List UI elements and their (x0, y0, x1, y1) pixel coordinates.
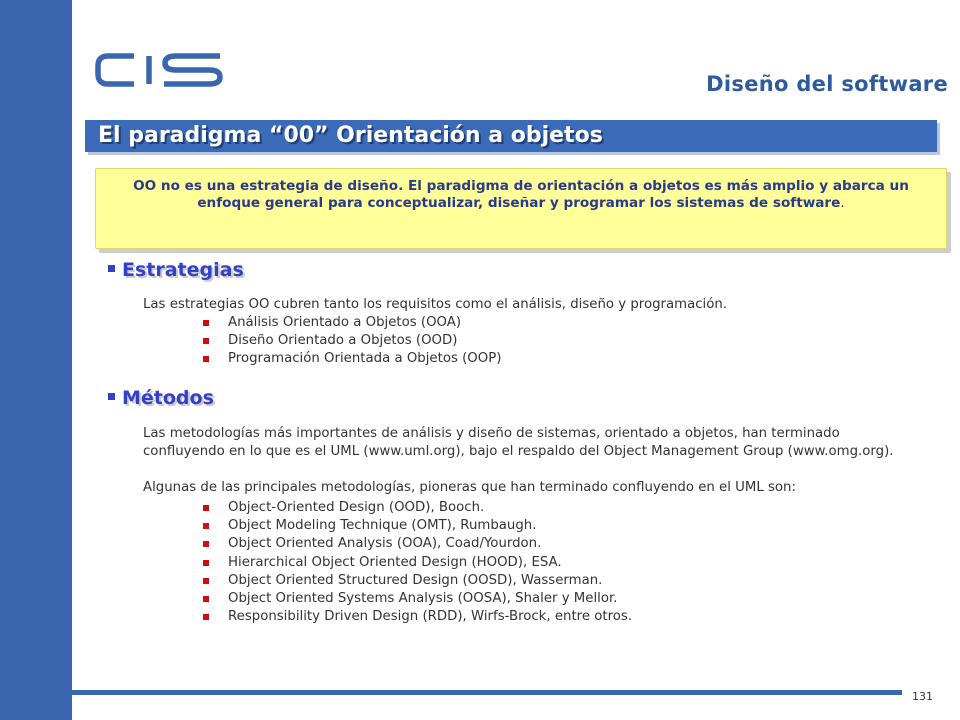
logo-letter-s (164, 56, 220, 84)
heading-metodos (108, 387, 214, 409)
red-bullet-icon (203, 523, 209, 529)
callout-text-end: . (840, 195, 845, 211)
slide-title: El paradigma “00” Orientación a objetos (98, 123, 603, 148)
list-item: Object Oriented Analysis (OOA), Coad/Yourdon. (143, 535, 913, 553)
left-accent-bar (0, 0, 72, 720)
heading-estrategias-label: Estrategias (122, 259, 244, 281)
callout-text (96, 169, 946, 212)
logo-letter-c (98, 56, 134, 84)
list-item: Programación Orientada a Objetos (OOP) (143, 350, 913, 368)
callout-box (95, 168, 947, 249)
estrategias-section (143, 296, 913, 369)
metodos-list (143, 499, 913, 626)
heading-estrategias (108, 259, 244, 281)
list-item: Hierarchical Object Oriented Design (HOOD), ESA. (143, 554, 913, 572)
section-title: Diseño del software (706, 72, 948, 96)
heading-bullet-icon (108, 393, 115, 400)
heading-bullet-icon (108, 265, 115, 272)
red-bullet-icon (203, 320, 209, 326)
metodos-intro: Las metodologías más importantes de análisis y diseño de sistemas, orientado a objetos, han terminado confluyendo en lo que es el UML (www.uml.org), bajo el respaldo del Object Management Group (www.omg.org). (143, 426, 894, 459)
red-bullet-icon (203, 541, 209, 547)
red-bullet-icon (203, 560, 209, 566)
red-bullet-icon (203, 356, 209, 362)
list-item: Object Oriented Structured Design (OOSD), Wasserman. (143, 572, 913, 590)
red-bullet-icon (203, 578, 209, 584)
list-item: Object Modeling Technique (OMT), Rumbaugh. (143, 517, 913, 535)
list-item: Diseño Orientado a Objetos (OOD) (143, 332, 913, 350)
heading-metodos-label: Métodos (122, 387, 214, 409)
list-item: Object Oriented Systems Analysis (OOSA), Shaler y Mellor. (143, 590, 913, 608)
red-bullet-icon (203, 596, 209, 602)
red-bullet-icon (203, 338, 209, 344)
estrategias-list (143, 314, 913, 369)
cis-logo (94, 52, 224, 88)
metodos-second: Algunas de las principales metodologías, pioneras que han terminado confluyendo en el UML son: (143, 480, 796, 495)
red-bullet-icon (203, 505, 209, 511)
list-item: Object-Oriented Design (OOD), Booch. (143, 499, 913, 517)
list-item: Responsibility Driven Design (RDD), Wirfs-Brock, entre otros. (143, 608, 913, 626)
slide-title-bar (85, 120, 937, 152)
page-number: 131 (912, 690, 933, 703)
red-bullet-icon (203, 614, 209, 620)
footer-rule (72, 690, 902, 695)
list-item: Análisis Orientado a Objetos (OOA) (143, 314, 913, 332)
estrategias-intro: Las estrategias OO cubren tanto los requisitos como el análisis, diseño y programación. (143, 297, 728, 312)
callout-text-main: OO no es una estrategia de diseño. El paradigma de orientación a objetos es más amplio y abarca un enfoque general para conceptualizar, diseñar y programar los sistemas de software (133, 178, 909, 211)
metodos-section (143, 425, 913, 626)
